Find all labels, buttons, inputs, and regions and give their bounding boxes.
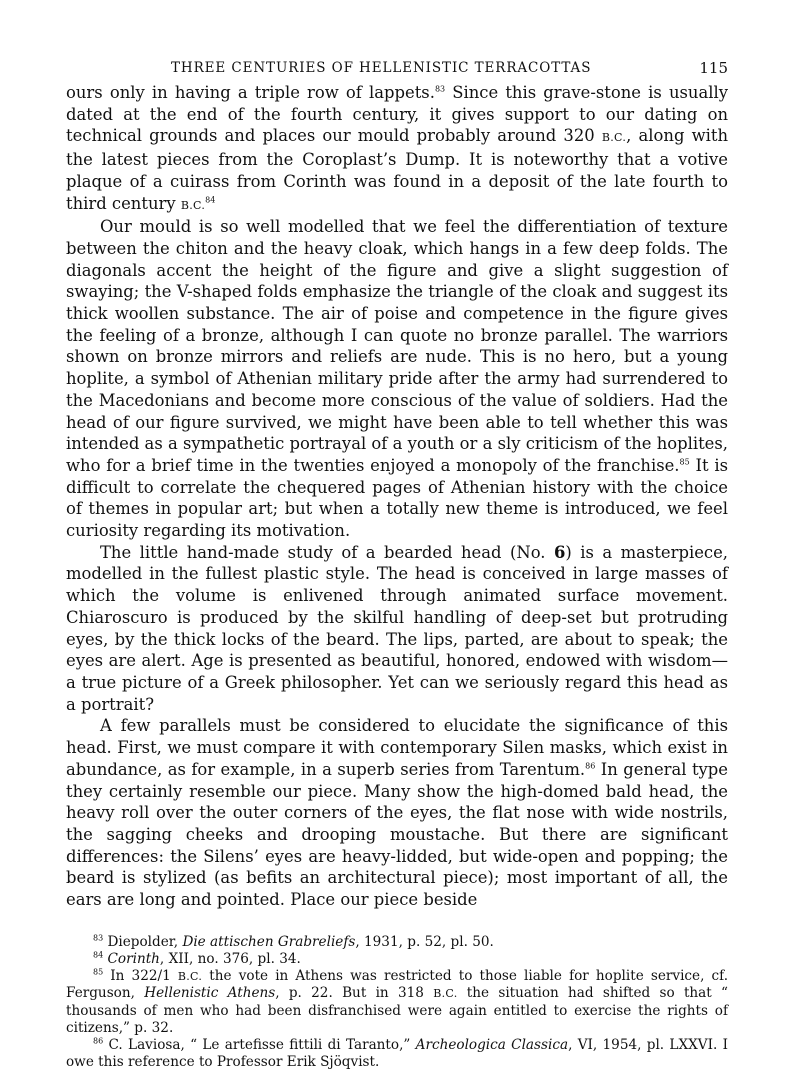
body-text xyxy=(66,82,728,911)
footnotes xyxy=(66,934,728,1071)
footnote-ref-85[interactable]: 85 xyxy=(679,457,690,467)
paragraph-2: Our mould is so well modelled that we feel the differentiation of texture between the chiton and the heavy cloak, which hangs in a few deep folds. The diagonals accent the height of the figure and give a slight suggestion of swaying; the V-shaped folds emphasize the triangle of the cloak and suggest its thick woollen substance. The air of poise and competence in the figure gives the feeling of a bronze, although I can quote no bronze parallel. The warriors shown on bronze mirrors and reliefs are nude. This is no hero, but a young hoplite, a symbol of Athenian military pride after the army had surrendered to the Macedonians and become more conscious of the value of soldiers. Had the head of our figure survived, we might have been able to tell whether this was intended as a sympathetic portrayal of a youth or a sly criticism of the hoplites, who for a brief time in the twenties enjoyed a monopoly of the franchise.$^{85}$ It is difficult to correlate the chequered pages of Athenian history with the choice of themes in popular art; but when a totally new theme is introduced, we feel curiosity regarding its motivation. xyxy=(66,217,728,541)
footnote-86: $^{86}$ C. Laviosa, “ Le artefisse fittili di Taranto,” Archeologica Classica, VI, 1954, pl. LXXVI. I owe this reference to Professor Erik Sjöqvist. xyxy=(66,1036,729,1071)
page xyxy=(66,56,728,1071)
footnote-83: $^{83}$ Diepolder, Die attischen Grabreliefs, 1931, p. 52, pl. 50. xyxy=(93,933,494,950)
page-number: 115 xyxy=(699,59,728,77)
footnote-ref-86[interactable]: 86 xyxy=(585,761,596,771)
footnote-84: $^{84}$ Corinth, XII, no. 376, pl. 34. xyxy=(93,950,301,967)
paragraph-1: ours only in having a triple row of lappets.$^{83}$ Since this grave-stone is usually dated at the end of the fourth century, it gives support to our dating on technical grounds and places our mould probably around 320 B.C., along with the latest pieces from the Coroplast’s Dump. It is noteworthy that a votive plaque of a cuirass from Corinth was found in a deposit of the late fourth to third century B.C.$^{84}$ xyxy=(66,83,728,213)
paragraph-4: A few parallels must be considered to elucidate the significance of this head. First, we must compare it with contemporary Silen masks, which exist in abundance, as for example, in a superb series from Tarentum.$^{86}$ In general type they certainly resemble our piece. Many show the high-domed bald head, the heavy roll over the outer corners of the eyes, the flat nose with wide nostrils, the sagging cheeks and drooping moustache. But there are significant differences: the Silens’ eyes are heavy-lidded, but wide-open and popping; the beard is stylized (as befits an architectural piece); most important of all, the ears are long and pointed. Place our piece beside xyxy=(66,716,728,910)
footnote-85: $^{85}$ In 322/1 B.C. the vote in Athens was restricted to those liable for hoplite service, cf. Ferguson, Hellenistic Athens, p. 22. But in 318 B.C. the situation had shifted so that “ thousands of men who had been disfranchised were again entitled to exercise the rights of citizens,” p. 32. xyxy=(66,967,729,1036)
catalog-number: 6 xyxy=(553,542,566,562)
footnote-ref-83[interactable]: 83 xyxy=(434,84,446,94)
paragraph-3: The little hand-made study of a bearded head (No. 6) is a masterpiece, modelled in the fullest plastic style. The head is conceived in large masses of which the volume is enlivened through animated surface movement. Chiaroscuro is produced by the skilful handling of deep-set but protruding eyes, by the thick locks of the beard. The lips, parted, are about to speak; the eyes are alert. Age is presented as beautiful, honored, endowed with wisdom—a true picture of a Greek philosopher. Yet can we seriously regard this head as a portrait? xyxy=(66,542,728,714)
running-header xyxy=(66,56,728,82)
running-title: THREE CENTURIES OF HELLENISTIC TERRACOTTAS xyxy=(171,60,592,76)
footnote-ref-84[interactable]: 84 xyxy=(205,195,216,205)
